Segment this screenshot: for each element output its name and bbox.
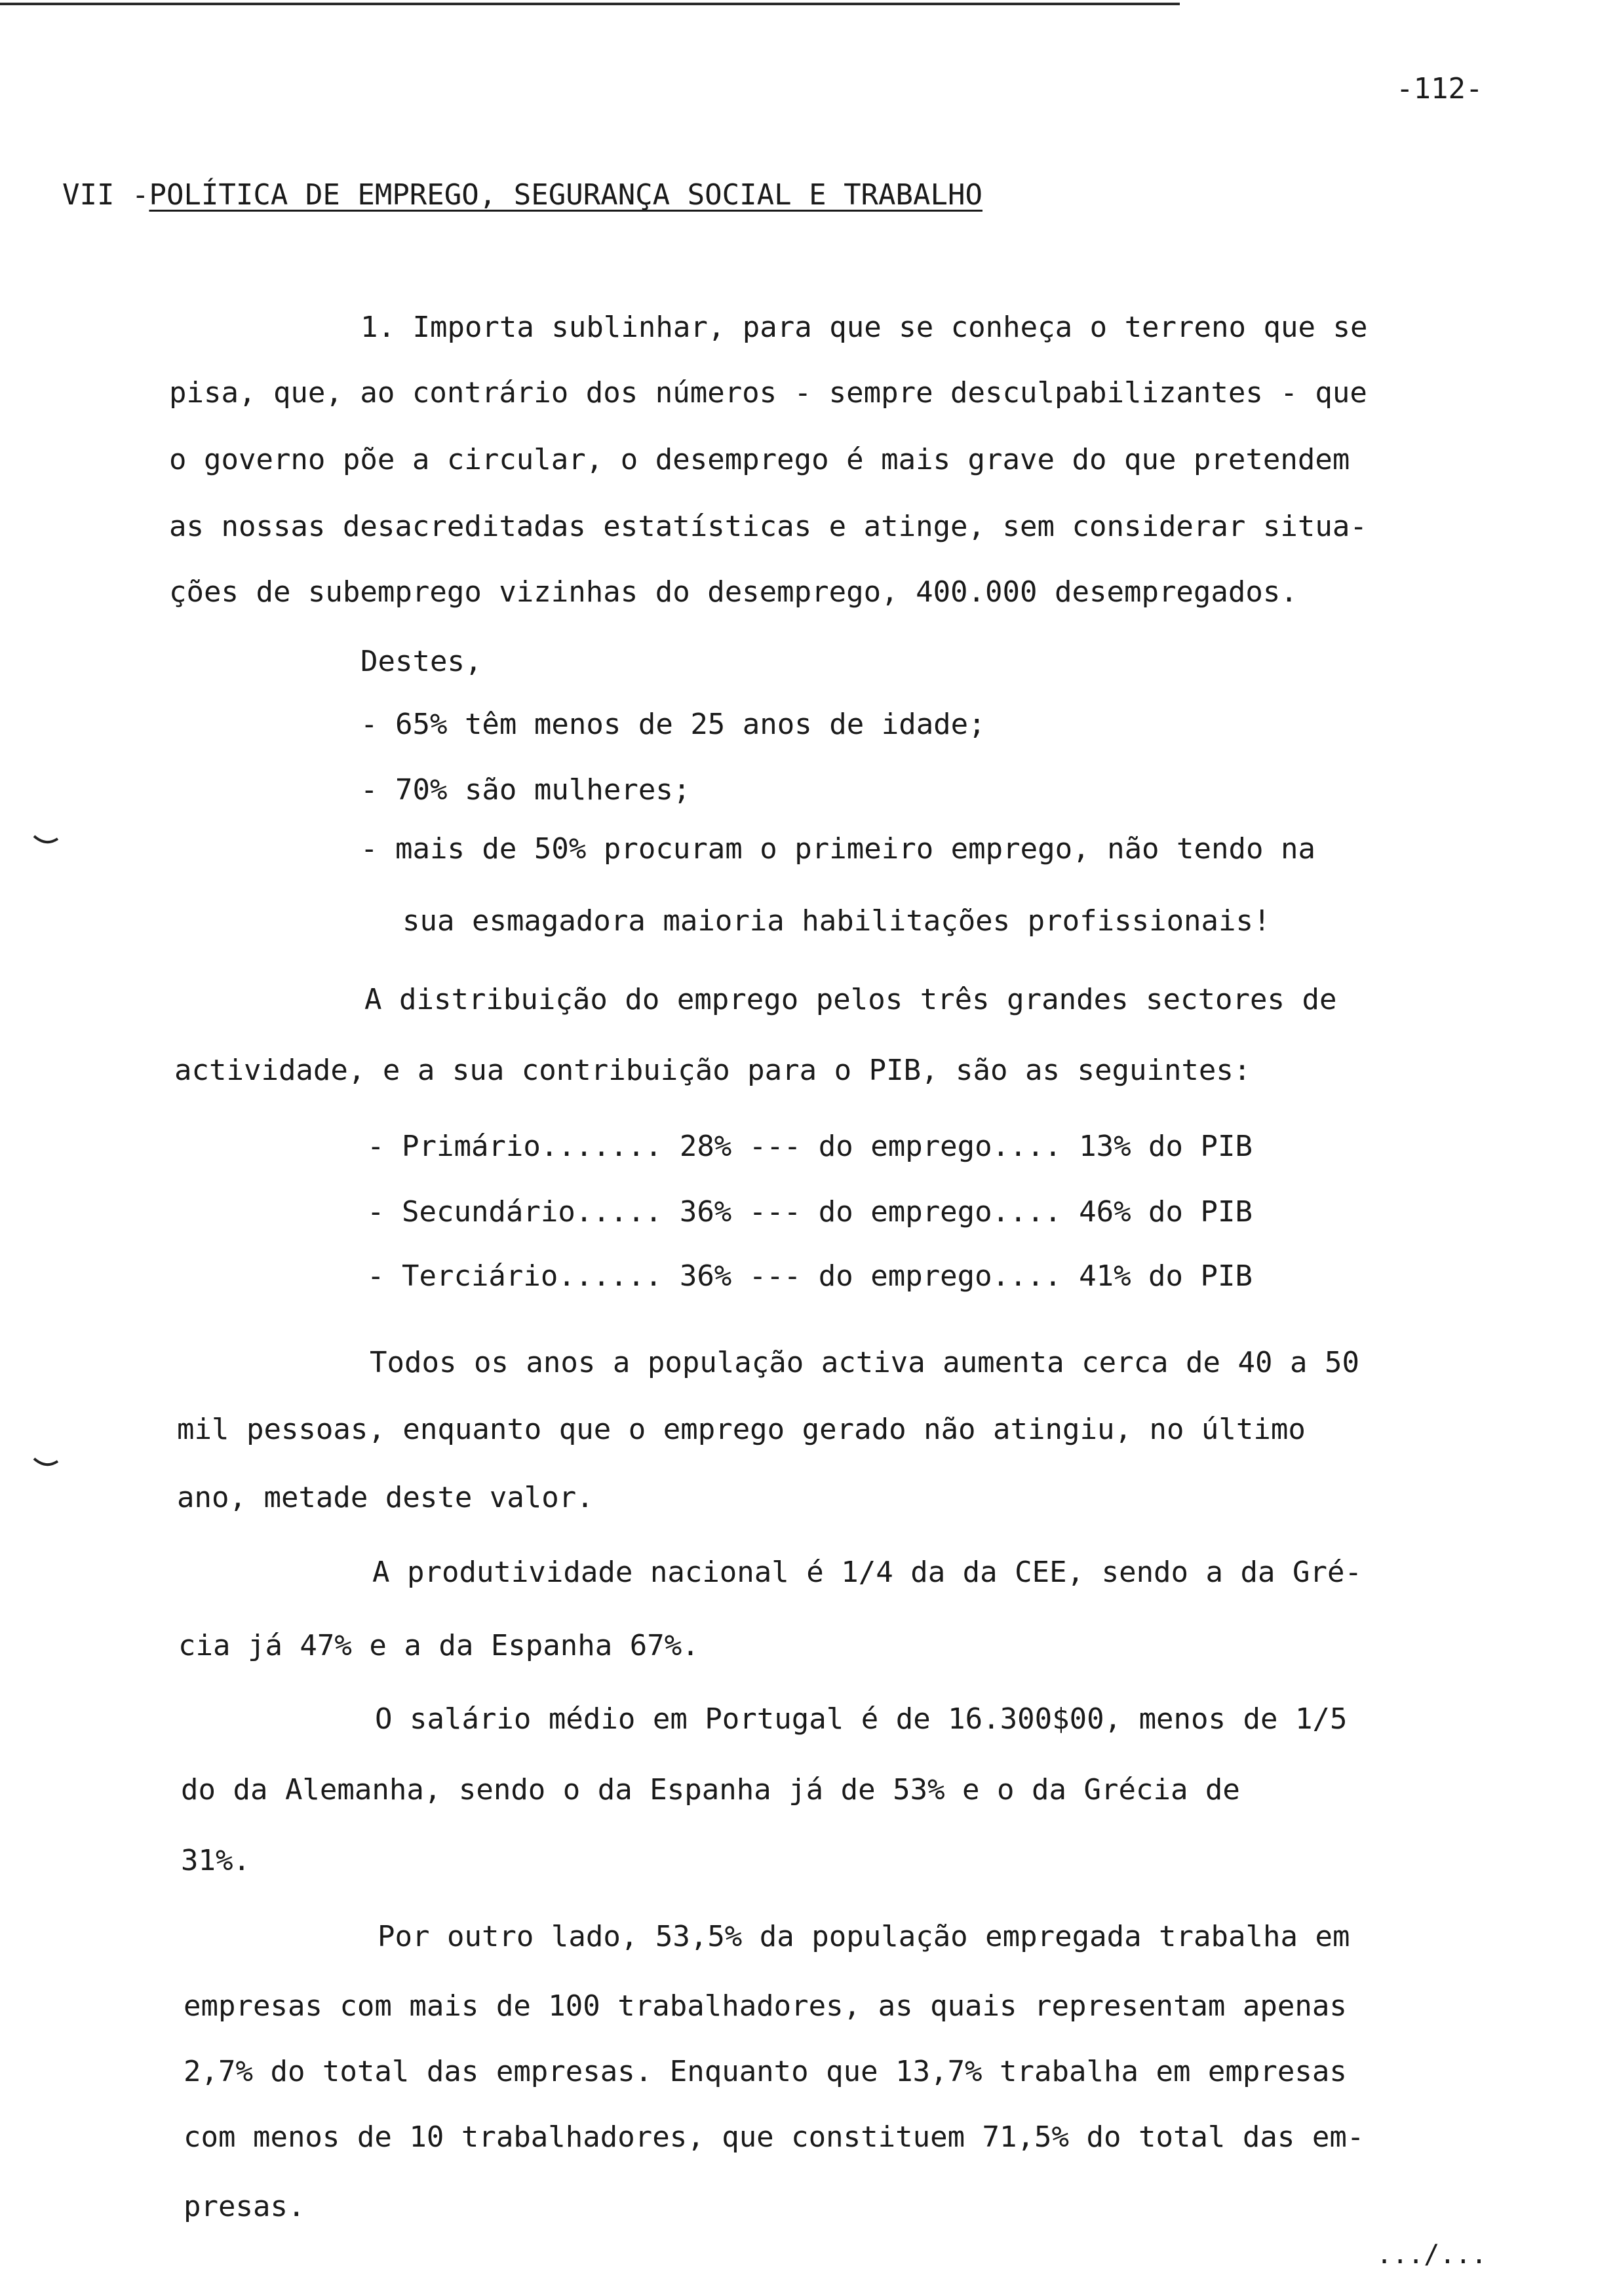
p3-line-3: ano, metade deste valor. (177, 1481, 594, 1514)
section-heading (62, 178, 983, 212)
top-rule (0, 3, 1180, 5)
section-heading-prefix: VII - (62, 178, 149, 212)
p6-line-1: Por outro lado, 53,5% da população empregada trabalha em (378, 1920, 1350, 1953)
p6-line-5: presas. (184, 2190, 305, 2223)
p2-line-2: actividade, e a sua contribuição para o PIB, são as seguintes: (174, 1054, 1251, 1087)
sector-primario: - Primário....... 28% --- do emprego.... 13% do PIB (367, 1130, 1253, 1163)
p5-line-1: O salário médio em Portugal é de 16.300$00, menos de 1/5 (375, 1702, 1348, 1736)
p6-line-2: empresas com mais de 100 trabalhadores, as quais representam apenas (184, 1989, 1347, 2023)
p1-line-1: 1. Importa sublinhar, para que se conheça o terreno que se (360, 311, 1368, 344)
sector-terciario: - Terciário...... 36% --- do emprego.... 41% do PIB (367, 1259, 1253, 1293)
p4-line-1: A produtividade nacional é 1/4 da da CEE, sendo a da Gré- (372, 1556, 1362, 1589)
p6-line-3: 2,7% do total das empresas. Enquanto que 13,7% trabalha em empresas (184, 2055, 1347, 2088)
bullet-1: - 65% têm menos de 25 anos de idade; (360, 708, 986, 741)
p1-line-4: as nossas desacreditadas estatísticas e atinge, sem considerar situa- (169, 510, 1367, 543)
p2-line-1: A distribuição do emprego pelos três grandes sectores de (364, 983, 1337, 1016)
continuation-mark: .../... (1376, 2240, 1487, 2270)
bullet-3: - mais de 50% procuram o primeiro emprego, não tendo na (360, 832, 1315, 866)
page-number: -112- (1396, 72, 1483, 105)
margin-check-mark-2 (33, 1456, 59, 1470)
p3-line-1: Todos os anos a população activa aumenta cerca de 40 a 50 (370, 1346, 1359, 1379)
margin-check-mark-1 (33, 833, 59, 848)
p1-line-3: o governo põe a circular, o desemprego é mais grave do que pretendem (169, 443, 1350, 476)
p1-line-2: pisa, que, ao contrário dos números - sempre desculpabilizantes - que (169, 376, 1367, 410)
p5-line-2: do da Alemanha, sendo o da Espanha já de 53% e o da Grécia de (181, 1773, 1240, 1807)
p5-line-3: 31%. (181, 1844, 250, 1877)
bullet-2: - 70% são mulheres; (360, 773, 691, 807)
destes-label: Destes, (360, 645, 482, 678)
sector-secundario: - Secundário..... 36% --- do emprego.... 46% do PIB (367, 1195, 1253, 1229)
p6-line-4: com menos de 10 trabalhadores, que constituem 71,5% do total das em- (184, 2120, 1365, 2154)
p4-line-2: cia já 47% e a da Espanha 67%. (178, 1629, 699, 1662)
section-heading-title: POLÍTICA DE EMPREGO, SEGURANÇA SOCIAL E TRABALHO (149, 178, 983, 212)
bullet-3-continuation: sua esmagadora maioria habilitações profissionais! (402, 904, 1271, 938)
p1-line-5: ções de subemprego vizinhas do desemprego, 400.000 desempregados. (169, 575, 1298, 609)
p3-line-2: mil pessoas, enquanto que o emprego gerado não atingiu, no último (177, 1413, 1306, 1446)
